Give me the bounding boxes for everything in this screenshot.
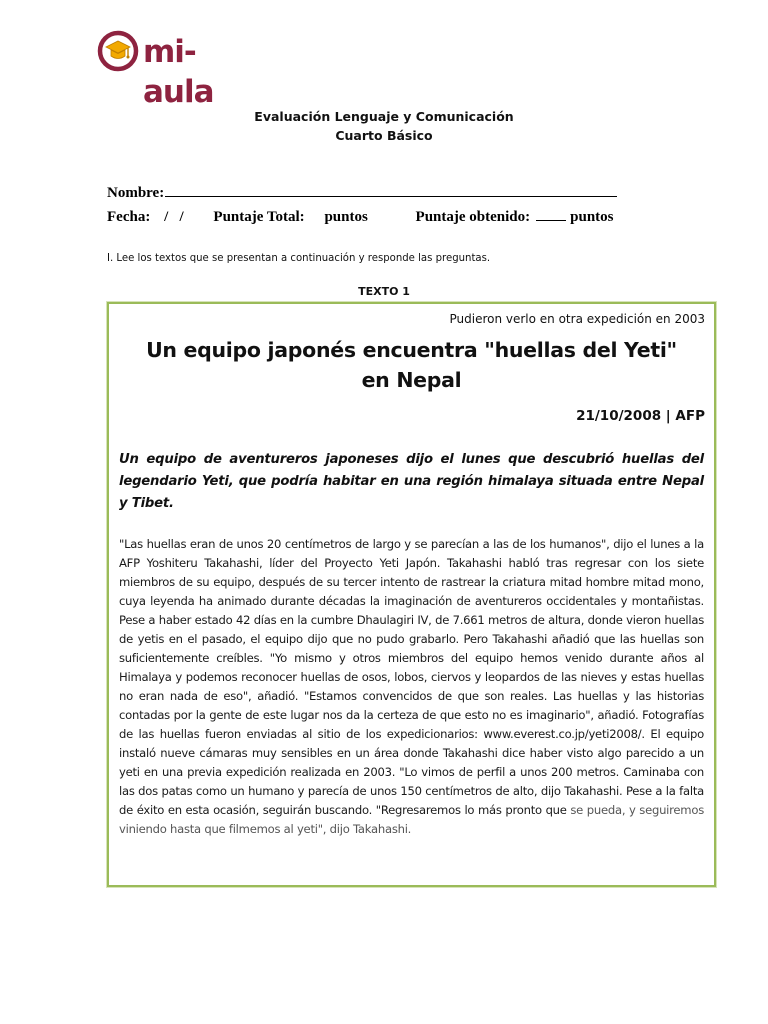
article-lead: Un equipo de aventureros japoneses dijo el lunes que descubrió huellas del legendario Yeti, que podría habitar en una región himalaya situada entre Nepal y Tibet.: [119, 452, 704, 511]
nombre-row: [107, 182, 617, 202]
exam-title: Evaluación Lenguaje y Comunicación: [254, 109, 514, 124]
logo-text: mi-aula: [143, 34, 214, 110]
article-headline: [109, 335, 714, 395]
mi-aula-logo: [97, 28, 247, 110]
puntaje-obtenido-field[interactable]: [536, 208, 566, 221]
fecha-label: Fecha:: [107, 209, 151, 225]
headline-line-2: en Nepal: [361, 368, 462, 392]
fecha-row: [107, 208, 614, 226]
article-subhead: Pudieron verlo en otra expedición en 2003: [449, 312, 705, 326]
headline-line-1: Un equipo japonés encuentra "huellas del Yeti": [146, 338, 677, 362]
nombre-label: Nombre:: [107, 185, 165, 201]
puntaje-total-label: Puntaje Total:: [213, 209, 305, 225]
article-body-tail: se pueda, y seguiremos viniendo hasta que filmemos al yeti", dijo Takahashi.: [119, 803, 704, 836]
article-dateline: 21/10/2008 | AFP: [576, 408, 705, 424]
texto-label: TEXTO 1: [358, 285, 410, 298]
article-body: [119, 535, 704, 839]
instructions: I. Lee los textos que se presentan a continuación y responde las preguntas.: [107, 251, 491, 264]
article-body-main: "Las huellas eran de unos 20 centímetros de largo y se parecían a las de los humanos", dijo el lunes a la AFP Yoshiteru Takahashi, líder del Proyecto Yeti Japón. Takahashi habló tras regresar con los siete miembros de su equipo, después de su tercer intento de rastrear la criatura mitad hombre mitad mono, cuya leyenda ha animado durante décadas la imaginación de aventureros occidentales y montañistas. Pese a haber estado 42 días en la cumbre Dhaulagiri IV, de 7.661 metros de altura, donde vieron huellas de yetis en el pasado, el equipo dijo que no pudo grabarlo. Pero Takahashi añadió que las huellas son suficientemente creíbles. "Yo mismo y otros miembros del equipo hemos venido durante años al Himalaya y podemos reconocer huellas de osos, lobos, ciervos y leopardos de las nieves y estas huellas no eran nada de eso", añadió. "Estamos convencidos de que son reales. Las huellas y las historias contadas por la gente de este lugar nos da la certeza de que esto no es imaginario", añadió. Fotografías de las huellas fueron enviadas al sitio de los expedicionarios: www.everest.co.jp/yeti2008/. El equipo instaló nueve cámaras muy sensibles en un área donde Takahashi dice haber visto algo parecido a un yeti en una previa expedición realizada en 2003. "Lo vimos de perfil a unos 200 metros. Caminaba con las dos patas como un humano y parecía de unos 150 centímetros de alto, dijo Takahashi. Pese a la falta de éxito en esta ocasión, seguirán buscando. "Regresaremos lo más pronto que: [119, 537, 704, 817]
puntaje-obtenido-label: Puntaje obtenido:: [415, 209, 531, 225]
graduation-cap-icon: [97, 28, 141, 74]
fecha-field[interactable]: / /: [164, 209, 184, 225]
puntos-label-2: puntos: [570, 209, 614, 225]
puntos-label: puntos: [324, 209, 368, 225]
article-box: [107, 302, 716, 887]
exam-grade: Cuarto Básico: [335, 128, 433, 143]
nombre-field[interactable]: [165, 182, 617, 197]
